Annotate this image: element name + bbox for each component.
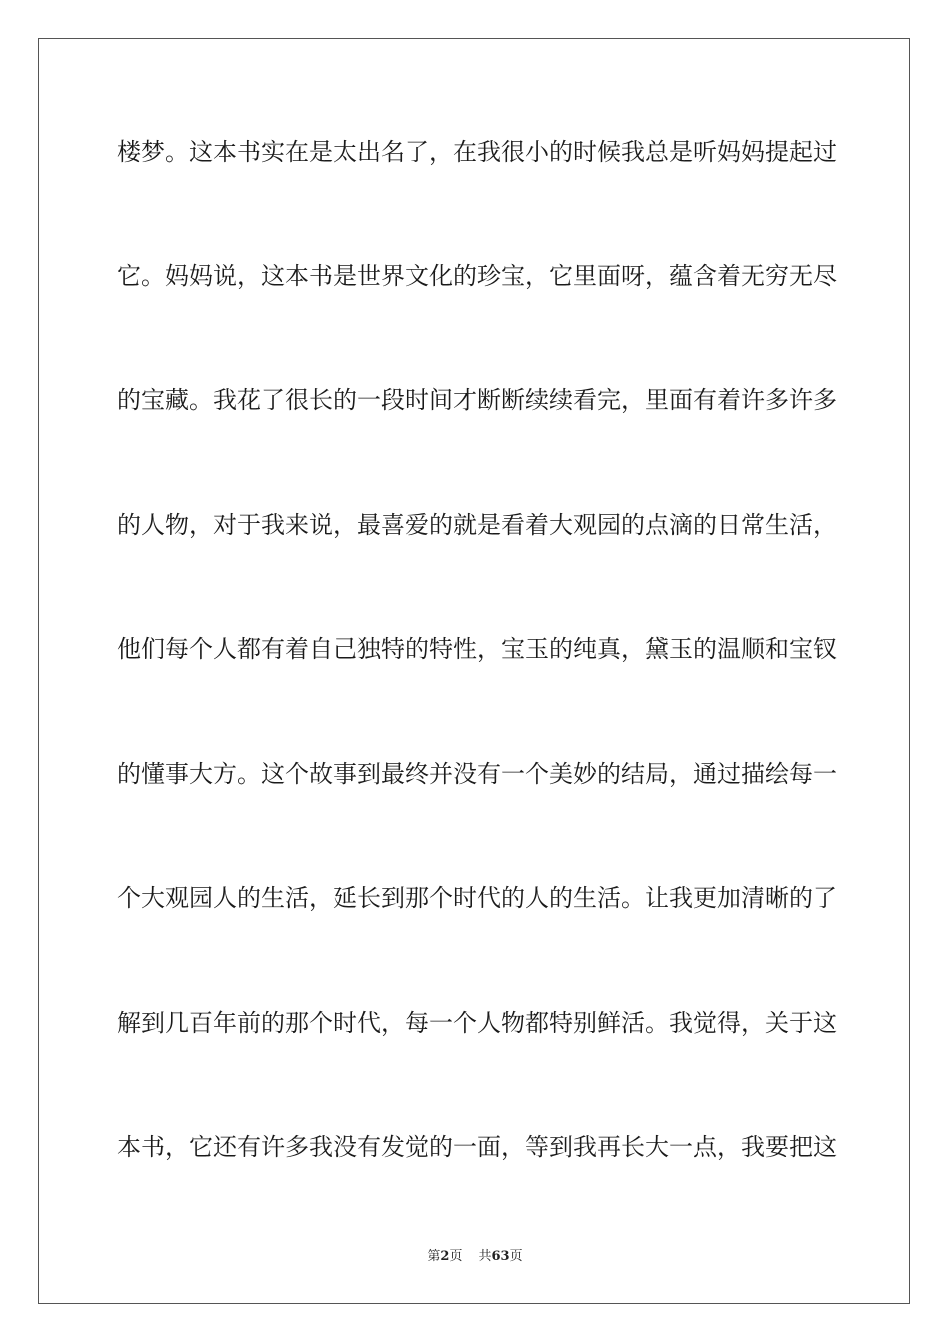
body-text-line: 本书，它还有许多我没有发觉的一面，等到我再长大一点，我要把这: [117, 1133, 837, 1161]
page-total: 共63页: [478, 1249, 523, 1264]
body-text-line: 解到几百年前的那个时代，每一个人物都特别鲜活。我觉得，关于这: [117, 1009, 837, 1037]
body-text-line: 个大观园人的生活，延长到那个时代的人的生活。让我更加清晰的了: [117, 884, 837, 912]
page-number: 第2页: [427, 1249, 463, 1264]
page-border: [38, 38, 910, 1304]
page-footer: [0, 1249, 950, 1265]
body-text-line: 的宝藏。我花了很长的一段时间才断断续续看完，里面有着许多许多: [117, 386, 837, 414]
body-text-line: 他们每个人都有着自己独特的特性，宝玉的纯真，黛玉的温顺和宝钗: [117, 635, 837, 663]
body-text-line: 楼梦。这本书实在是太出名了，在我很小的时候我总是听妈妈提起过: [117, 138, 837, 166]
body-text-line: 的懂事大方。这个故事到最终并没有一个美妙的结局，通过描绘每一: [117, 760, 837, 788]
body-text-line: 的人物，对于我来说，最喜爱的就是看着大观园的点滴的日常生活，: [117, 511, 837, 539]
body-text-line: 它。妈妈说，这本书是世界文化的珍宝，它里面呀，蕴含着无穷无尽: [117, 262, 837, 290]
